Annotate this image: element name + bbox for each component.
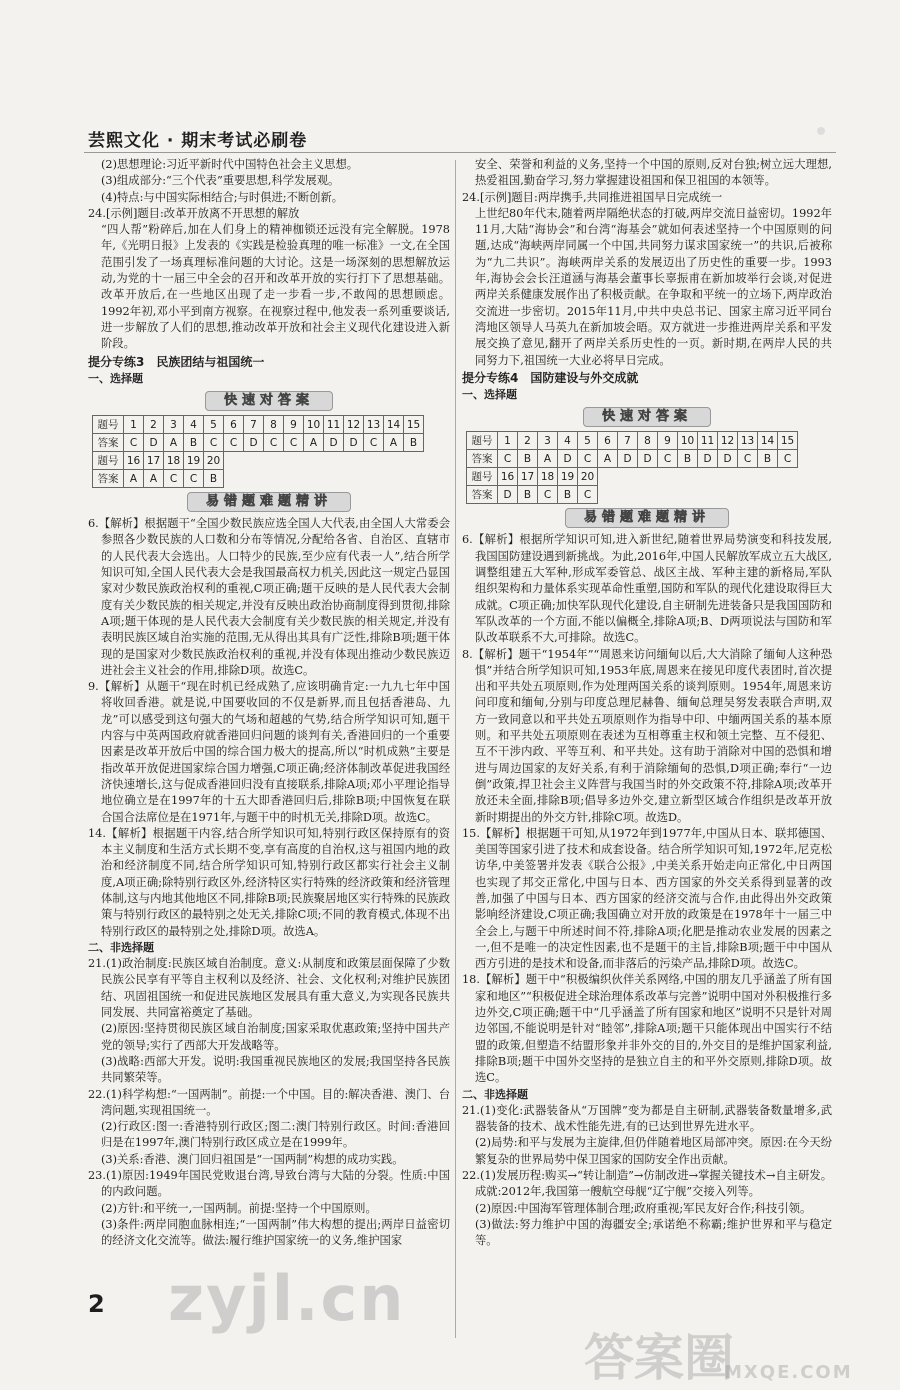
table-cell: 11 [324,416,344,434]
q9-explanation: 9.【解析】从题干“现在时机已经成熟了,应该明确肯定:一九九七年中国将收回香港。就是说,中国要收回的不仅是新界,而且包括香港岛、九龙”可以感受到这句强大的气场和超越的气势,结合所学知识可知,题干内容与中英两国政府就香港回归问题的谈判有关,香港回归的一个重要因素是改革开放后中国的综合国力极大的提高,所以“时机成熟”主要是指改革开放促进国家综合国力增强,C项正确;经济体制改革促进我国经济快速增长,这与促成香港回归没有直接联系,排除A项;邓小平理论指导地位确立是在1997年的十五大即香港回归后,排除B项;中国恢复在联合国合法席位是在1971年,与题干中的时机无关,排除D项。故选C。 [88,680,450,824]
answers-banner-text: 快速对答案 [583,407,711,427]
table-cell: 5 [578,432,598,450]
page-header: 芸熙文化 · 期末考试必刷卷 [88,131,308,151]
table-cell: 答案 [467,486,498,504]
q6-explanation: 6.【解析】根据题干“全国少数民族应选全国人大代表,由全国人大常委会参照各少数民族的人口数和分布等情况,分配给各省、自治区、直辖市的人民代表大会选出。人口特少的民族,至少应有代表一人”,结合所学知识可知,全国人民代表大会是我国最高权力机关,因此这一规定凸显国家对少数民族政治权利的重视,C项正确;题干反映的是人民代表大会制度有关少数民族的相关规定,并没有反映出政治协商制度得到贯彻,排除A项;题干体现的是人民代表大会制度有关少数民族的相关规定,并没有表明民族区域自治实施的范围,无从得出其具有广泛性,排除B项;题干体现的是国家对少数民族政治权利的重视,并没有体现出推动少数民族迈进社会主义社会的作用,排除D项。故选C。 [88,517,450,677]
table-cell: 7 [244,416,264,434]
q24-body: “四人帮”粉碎后,加在人们身上的精神枷锁还远没有完全解脱。1978年,《光明日报》上发表的《实践是检验真理的唯一标准》一文,在全国范围引发了一场真理标准问题的大讨论。这是一场深刻的思想解放运动,为党的十一届三中全会的召开和改革开放的实行打下了思想基础。改革开放后,在一些地区出现了走一步看一步,不敢闯的思想顾虑。1992年初,邓小平到南方视察。在视察过程中,他发表一系列重要谈话,进一步解放了人们的思想,推动改革开放和社会主义现代化建设进入新阶段。 [101,223,450,351]
table-cell: D [698,450,718,468]
table-cell: 16 [498,468,518,486]
table-cell: 题号 [467,432,498,450]
q22-part: (3)关系:香港、澳门回归祖国是“一国两制”构想的成功实践。 [101,1152,404,1166]
table-cell: 13 [364,416,384,434]
table-cell: 17 [144,452,164,470]
q8-explanation: 8.【解析】题干“1954年”“周恩来访问缅甸以后,大大消除了缅甸人这种恐惧”并结合所学知识可知,1953年底,周恩来在接见印度代表团时,首次提出和平共处五项原则,作为处理两国关系的谈判原则。1954年,周恩来访问印度和缅甸,分别与印度总理尼赫鲁、缅甸总理吴努发表联合声明,双方一致同意以和平共处五项原则作为指导中印、中缅两国关系的基本原则。和平共处五项原则在表述为互相尊重主权和领土完整、互不侵犯、互不干涉内政、平等互利、和平共处。这有助于消除对中国的恐惧和增进与周边国家的友好关系,有利于消除缅甸的恐惧,D项正确;奉行“一边倒”政策,捍卫社会主义阵营与我国当时的外交政策不符,排除A项;改革开放还未全面,排除B项;倡导多边外交,建立新型区域合作组织是改革开放新时期提出的外交方针,排除C项。故选D。 [462,647,832,824]
table-cell: 答案 [93,434,124,452]
q23-part: (2)方针:和平统一,一国两制。前提:坚持一个中国原则。 [101,1201,377,1215]
table-cell: B [558,486,578,504]
table-cell: D [638,450,658,468]
table-cell: 3 [538,432,558,450]
table-cell: 15 [404,416,424,434]
table-cell: 18 [538,468,558,486]
table-cell: 19 [558,468,578,486]
table-cell: 答案 [467,450,498,468]
table-cell: 8 [264,416,284,434]
table-cell: B [758,450,778,468]
answer-table-row [467,432,798,450]
table-cell: C [224,434,244,452]
table-cell: C [578,450,598,468]
q24-head: 24.[示例]题目:两岸携手,共同推进祖国早日完成统一 [462,190,723,204]
table-cell: 8 [638,432,658,450]
table-cell: D [498,486,518,504]
q24-body: 上世纪80年代末,随着两岸隔绝状态的打破,两岸交流日益密切。1992年11月,大陆“海协会”和台湾“海基会”就如何表述坚持一个中国原则的问题,达成“海峡两岸同属一个中国,共同努力谋求国家统一”的共识,后被称为“九二共识”。海峡两岸关系的发展迈出了历史性的重要一步。1993年,海协会会长汪道涵与海基会董事长辜振甫在新加坡举行会谈,对促进两岸关系健康发展作出了积极贡献。在争取和平统一的立场下,两岸政治交流进一步密切。2015年11月,中共中央总书记、国家主席习近平同台湾地区领导人马英九在新加坡会晤。双方就进一步推进两岸关系和平发展交换了意见,翻开了两岸关系历史性的一页。新时期,在两岸人民的共同努力下,祖国统一大业必将早日完成。 [475,206,832,367]
table-cell: 题号 [467,468,498,486]
answers-banner [462,406,832,428]
continued-text: 安全、荣誉和利益的义务,坚持一个中国的原则,反对台独;树立远大理想,热爱祖国,勤奋学习,努力掌握建设祖国和保卫祖国的本领等。 [475,158,832,188]
table-cell: 12 [344,416,364,434]
table-cell: C [778,450,798,468]
table-cell: D [618,450,638,468]
text-line: (2)思想理论:习近平新时代中国特色社会主义思想。 [101,158,359,171]
q24-head: 24.[示例]题目:改革开放离不开思想的解放 [88,206,300,220]
table-cell: C [124,434,144,452]
table-cell: C [538,486,558,504]
table-cell: 题号 [93,452,124,470]
answer-table-row [93,434,424,452]
table-cell: 19 [184,452,204,470]
q15-explanation: 15.【解析】根据题干可知,从1972年到1977年,中国从日本、联邦德国、美国等国家引进了技术和成套设备。结合所学知识可知,1972年,尼克松访华,中美签署并发表《联合公报》,中美关系开始走向正常化,中日两国也实现了邦交正常化,中国与日本、西方国家的外交关系得到显著的改善,加强了中国与日本、西方国家的经济交流与合作,由此得出外交政策影响经济建设,C项正确;我国确立对开放的政策是在1978年十一届三中全会上,与题干中所述时间不符,排除A项;化肥是推动农业发展的因素之一,但不是唯一的决定性因素,也不是题干的主旨,排除B项;题干中中国从西方引进的是技术和设备,而非落后的污染产品,排除D项。故选C。 [462,826,832,971]
watermark: 答案圈 [584,1329,734,1387]
q22-part: (2)行政区:图一:香港特别行政区;图二:澳门特别行政区。时间:香港回归是在1997年,澳门特别行政区成立是在1999年。 [101,1120,450,1150]
q22-part: 22.(1)发展历程:购买→“转让制造”→仿制改进→掌握关键技术→自主研发。成就:2012年,我国第一艘航空母舰“辽宁舰”交接入列等。 [462,1169,832,1199]
q6-explanation: 6.【解析】根据所学知识可知,进入新世纪,随着世界局势演变和科技发展,我国国防建设遇到新挑战。为此,2016年,中国人民解放军成立五大战区,调整组建五大军种,形成军委管总、战区主战、军种主建的新格局,军队组织架构和力量体系实现革命性重塑,国防和军队的现代化建设取得巨大成就。C项正确;加快军队现代化建设,自主研制先进装备只是我国国防和军队改革的一个方面,不能以偏概全,排除A项;B、D两项说法与国防和军队改革联系不大,可排除。故选C。 [462,533,832,645]
table-cell: C [184,470,204,488]
table-cell: 17 [518,468,538,486]
q21-part: 21.(1)变化:武器装备从“万国牌”变为都是自主研制,武器装备数量增多,武器装备的技术、战术性能先进,有的已达到世界先进水平。 [462,1103,832,1134]
table-cell: B [184,434,204,452]
answer-table-row [93,470,424,488]
table-cell: 5 [204,416,224,434]
table-cell: C [578,486,598,504]
column-divider [455,160,456,1338]
table-cell: 9 [284,416,304,434]
table-cell: A [304,434,324,452]
table-cell: C [738,450,758,468]
nonchoice-label: 二、非选择题 [88,940,154,954]
q23-part: 23.(1)原因:1949年国民党败退台湾,导致台湾与大陆的分裂。性质:中国的内政问题。 [88,1169,450,1199]
text-line: (4)特点:与中国实际相结合;与时俱进;不断创新。 [101,190,344,204]
table-cell: 10 [678,432,698,450]
table-cell: C [364,434,384,452]
table-cell: 16 [124,452,144,470]
table-cell: 2 [144,416,164,434]
table-cell: 13 [738,432,758,450]
table-cell: 4 [558,432,578,450]
q22-part: 22.(1)科学构想:“一国两制”。前提:一个中国。目的:解决香港、澳门、台湾问题,实现祖国统一。 [88,1087,450,1117]
table-cell: 10 [304,416,324,434]
table-cell: 6 [224,416,244,434]
table-cell: B [518,450,538,468]
choice-label: 一、选择题 [88,371,143,385]
table-cell: 答案 [93,470,124,488]
table-cell: D [558,450,578,468]
table-cell: C [498,450,518,468]
answer-table [466,431,798,504]
choice-label: 一、选择题 [462,388,517,402]
answers-banner-text: 快速对答案 [205,391,333,411]
text-line: (3)组成部分:“三个代表”重要思想,科学发展观。 [101,174,340,188]
table-cell: D [244,434,264,452]
table-cell: 题号 [93,416,124,434]
q23-part: (3)条件:两岸同胞血脉相连;“一国两制”伟大构想的提出;两岸日益密切的经济文化交流等。做法:履行维护国家统一的义务,维护国家 [101,1217,450,1248]
table-cell: 4 [184,416,204,434]
table-cell: 20 [578,468,598,486]
answer-table-row [93,452,424,470]
section-title: 提分专练4 国防建设与外交成就 [462,370,639,385]
table-cell: C [658,450,678,468]
answer-table-row [93,416,424,434]
answer-table-row [467,486,798,504]
nonchoice-label: 二、非选择题 [462,1087,528,1101]
explain-banner [88,491,450,513]
explain-banner-text: 易错题难题精讲 [565,508,729,528]
page-number: 2 [88,1290,105,1318]
table-cell: 3 [164,416,184,434]
table-cell: D [344,434,364,452]
q18-explanation: 18.【解析】题干中“积极编织伙伴关系网络,中国的朋友几乎涵盖了所有国家和地区”“积极促进全球治理体系改革与完善”说明中国对外积极推行多边外交,C项正确;题干中“几乎涵盖了所有国家和地区”说明不只是针对周边邻国,不能说明是针对“睦邻”,排除A项;题干只能体现出中国实行不结盟的政策,但塑造不结盟形象并非外交的目的,外交目的是维护国家利益,排除B项;题干中国外交坚持的是独立自主的和平外交原则,排除D项。故选C。 [462,973,832,1085]
right-column [462,157,832,1250]
table-cell: A [538,450,558,468]
table-cell: D [324,434,344,452]
table-cell: 15 [778,432,798,450]
table-cell: A [144,470,164,488]
table-cell: A [164,434,184,452]
table-cell: 20 [204,452,224,470]
answer-table [92,415,424,488]
q21-part: 21.(1)政治制度:民族区域自治制度。意义:从制度和政策层面保障了少数民族公民享有平等自主权利以及经济、社会、文化权利;对维护民族团结、巩固祖国统一和促进民族地区发展具有重大意义,为实现各民族共同发展、共同富裕奠定了基础。 [88,957,450,1020]
q21-part: (2)原因:坚持贯彻民族区域自治制度;国家采取优惠政策;坚持中国共产党的领导;实行了西部大开发战略等。 [101,1022,450,1052]
watermark: zyjl.cn [168,1262,406,1335]
table-cell: B [204,470,224,488]
q14-explanation: 14.【解析】根据题干内容,结合所学知识可知,特别行政区保持原有的资本主义制度和生活方式长期不变,享有高度的自治权,这与祖国内地的政治和经济制度不同,结合所学知识可知,特别行政区都实行社会主义制度,A项正确;除特别行政区外,经济特区实行特殊的经济政策和经济管理体制,这与内地其他地区不同,排除B项;民族聚居地区实行特殊的民族政策与特别行政区的最特别之处无关,排除C项;不同的教育模式,体现不出特别行政区的最特别之处,排除D项。故选A。 [88,826,450,938]
table-cell: C [264,434,284,452]
table-cell: A [124,470,144,488]
q22-part: (3)做法:努力维护中国的海疆安全;承诺绝不称霸;维护世界和平与稳定等。 [475,1217,832,1248]
table-cell: 7 [618,432,638,450]
header-dot [817,127,825,135]
table-cell: D [718,450,738,468]
answers-banner [88,390,450,412]
table-cell: A [384,434,404,452]
q22-part: (2)原因:中国海军管理体制合理;政府重视;军民友好合作;科技引领。 [475,1201,812,1215]
table-cell: 9 [658,432,678,450]
table-cell: C [284,434,304,452]
header-rule [84,152,836,153]
explain-banner-text: 易错题难题精讲 [187,492,351,512]
table-cell: C [204,434,224,452]
table-cell: D [144,434,164,452]
table-cell: B [518,486,538,504]
table-cell: 11 [698,432,718,450]
table-cell: 6 [598,432,618,450]
left-column [88,157,450,1250]
watermark: MXQE.COM [724,1362,853,1383]
table-cell: B [678,450,698,468]
table-cell: 12 [718,432,738,450]
table-cell: 14 [384,416,404,434]
table-cell: 1 [124,416,144,434]
table-cell: B [404,434,424,452]
table-cell: 1 [498,432,518,450]
q21-part: (3)战略:西部大开发。说明:我国重视民族地区的发展;我国坚持各民族共同繁荣等。 [101,1054,450,1085]
q21-part: (2)局势:和平与发展为主旋律,但仍伴随着地区局部冲突。原因:在今天纷繁复杂的世界局势中保卫国家的国防安全作出贡献。 [475,1136,832,1166]
section-title: 提分专练3 民族团结与祖国统一 [88,354,265,369]
table-cell: 2 [518,432,538,450]
answer-table-row [467,468,798,486]
table-cell: C [164,470,184,488]
answer-table-row [467,450,798,468]
explain-banner [462,507,832,529]
table-cell: 14 [758,432,778,450]
table-cell: 18 [164,452,184,470]
table-cell: A [598,450,618,468]
